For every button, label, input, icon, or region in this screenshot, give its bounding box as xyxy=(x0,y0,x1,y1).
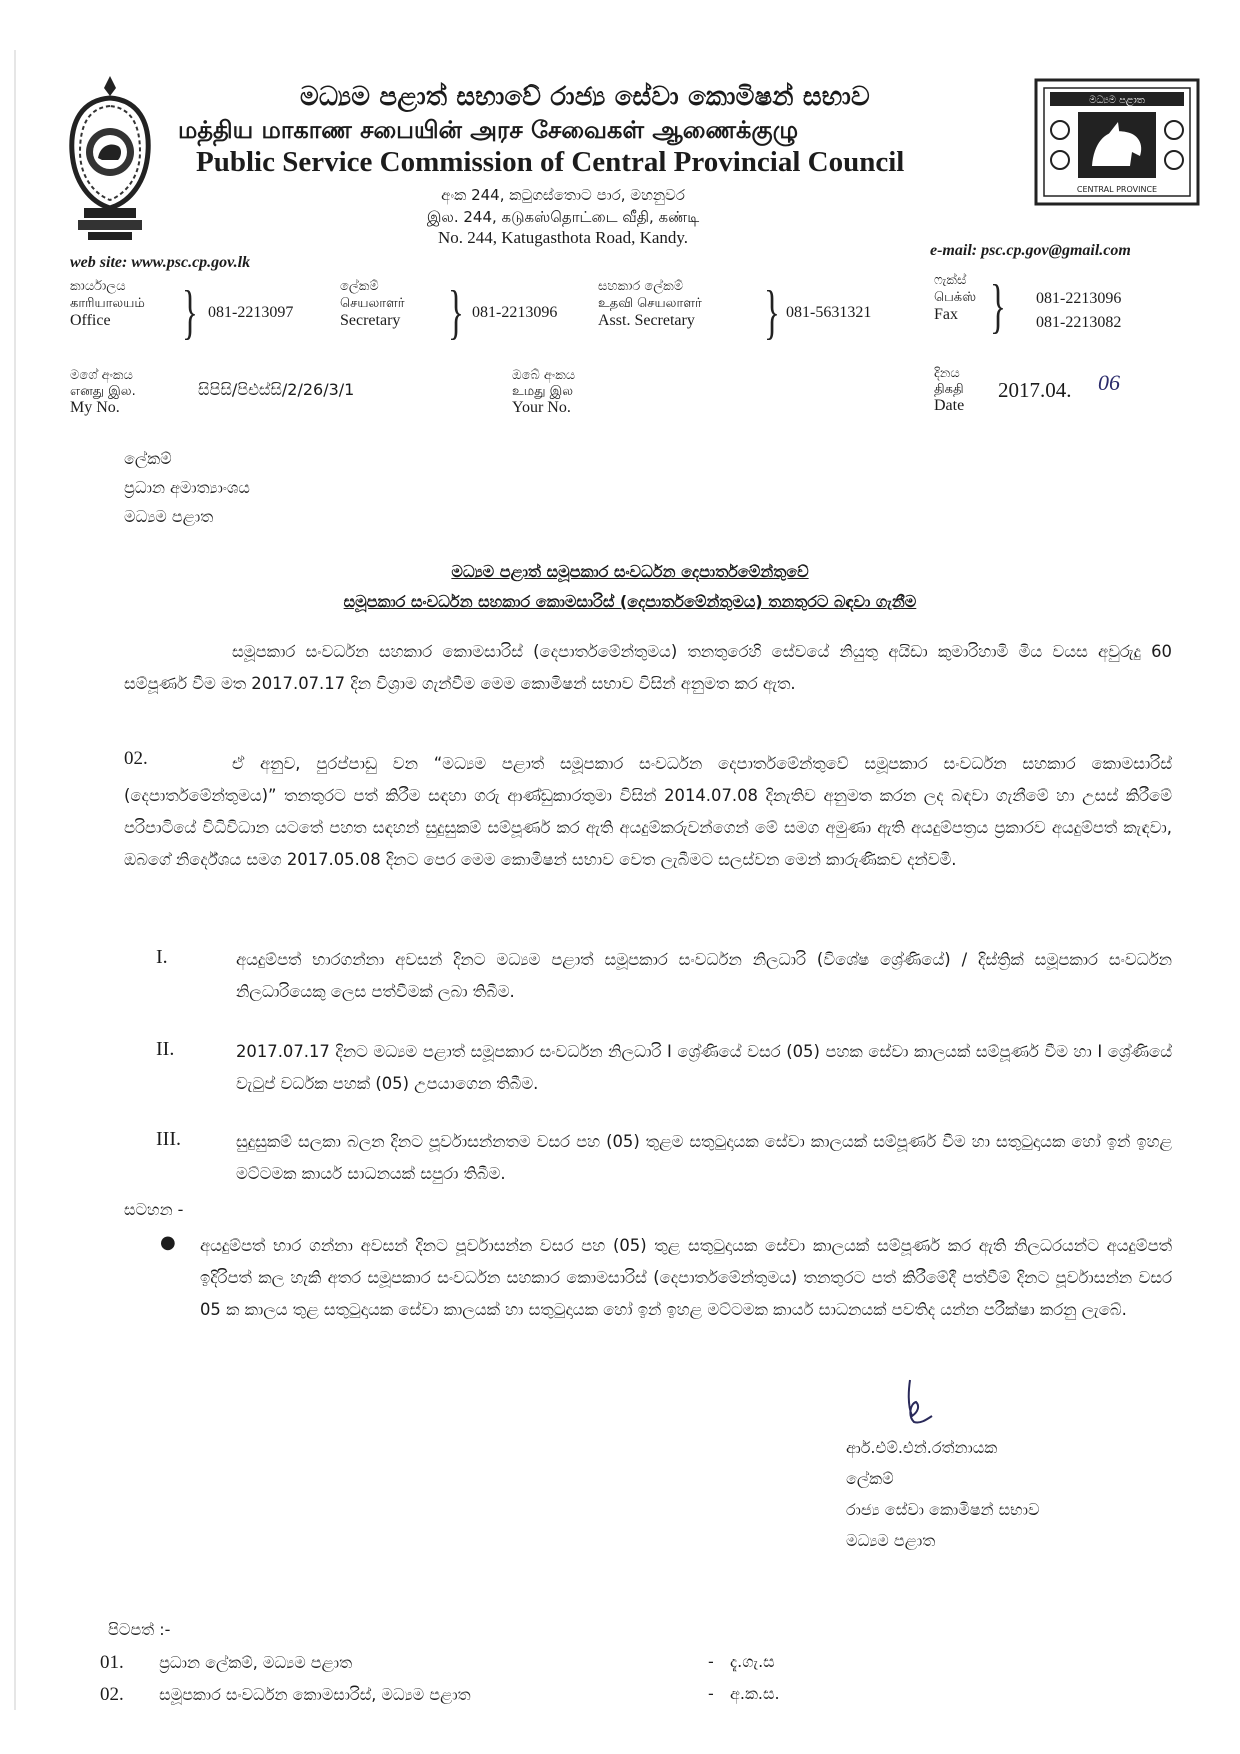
addressee-line: ප්‍රධාන අමාත්‍යාංශය xyxy=(124,478,250,497)
signatory-office: රාජ්‍ය සේවා කොමිෂන් සභාව xyxy=(846,1500,1040,1519)
copy-number: 02. xyxy=(100,1684,124,1705)
note-text: අයදුම්පත් භාර ගන්නා අවසන් දිනට පූර්වාසන්න වසර පහ (05) තුළ සතුටුදායක සේවා කාලයක් සම්පූර්ණ කර ඇති නිලධරයන්ට අයදුම්පත් ඉදිරිපත් කල හැකි අතර සමූපකාර සංවර්ධන සහකාර කොමසාරිස් (දෙපාර්තමේන්තුමය) තනතුරට පත් කිරීමේදී පත්වීම් දිනට පූර්වාසන්න වසර 05 ක කාලය තුළ සතුටුදායක සේවා කාලයක් හා සතුටුදායක හෝ ඉන් ඉහළ මට්ටමක කාර්ය සාධනයක් පවතිද යන්න පරීක්ෂා කරනු ලැබේ. xyxy=(200,1236,1172,1319)
brace: } xyxy=(764,279,780,345)
seal-text-bottom: CENTRAL PROVINCE xyxy=(1076,185,1158,194)
fax-number-1: 081-2213096 xyxy=(1036,290,1122,307)
requirement-item: සුදුසුකම් සලකා බලන දිනට පූර්වාසන්නතම වසර පහ (05) තුළම සතුටුදායක සේවා කාලයක් සම්පූර්ණ වීම හා සතුටුදායක හෝ ඉන් ඉහළ මට්ටමක කාර්ය සාධනයක් සපුරා තිබීම. xyxy=(236,1132,1172,1183)
copy-row xyxy=(100,1684,820,1706)
office-phone: 081-2213097 xyxy=(208,304,294,321)
subject-line-1: මධ්‍යම පළාත් සමූපකාර සංවර්ධන දෙපාර්තමේන්තුවේ xyxy=(451,562,809,581)
requirement-item: 2017.07.17 දිනට මධ්‍යම පළාත් සමූපකාර සංවර්ධන නිලධාරි I ශ්‍රේණියේ වසර (05) පහක සේවා කාලයක් සම්පූර්ණ වීම හා I ශ්‍රේණියේ වැටුප් වර්ධක පහක් (05) උපයාගෙන තිබීම. xyxy=(236,1042,1172,1093)
note-label: සටහන - xyxy=(124,1200,184,1219)
contact-asst-secretary-label: සහකාර ලේකම් உதவி செயலாளர் Asst. Secretary xyxy=(598,279,702,329)
org-name-sinhala: මධ්‍යම පළාත් සභාවේ රාජ්‍ය සේවා කොමිෂන් සභාව xyxy=(300,82,870,112)
brace: } xyxy=(182,279,198,345)
page-edge xyxy=(14,50,16,1710)
website-link[interactable]: web site: www.psc.cp.gov.lk xyxy=(70,254,251,271)
org-name-english: Public Service Commission of Central Provincial Council xyxy=(196,146,905,178)
contact-secretary-label: ලේකම් செயலாளர் Secretary xyxy=(340,279,405,329)
letter-date: 2017.04. xyxy=(998,378,1072,402)
copy-number: 01. xyxy=(100,1652,124,1673)
secretary-phone: 081-2213096 xyxy=(472,304,558,321)
copy-recipient: ප්‍රධාන ලේකම්, මධ්‍යම පළාත xyxy=(159,1653,353,1672)
signature-mark xyxy=(896,1376,936,1432)
paragraph-2: ඒ අනුව, පුරප්පාඩු වන “මධ්‍යම පළාත් සමූපකාර සංවර්ධන දෙපාර්තමේන්තුවේ සමූපකාර සංවර්ධන සහකාර කොමසාරිස් (දෙපාර්තමේන්තුමය)” තනතුරට පත් කිරීම සඳහා ගරු ආණ්ඩුකාරතුමා විසින් 2014.07.08 දිනැතිව අනුමත කරන ලද බඳවා ගැනීමේ හා උසස් කිරීමේ පරිපාටියේ විධිවිධාන යටතේ පහත සඳහන් සුදුසුකම් සම්පූර්ණ කර ඇති අයදුම්කරුවන්ගෙන් මේ සමග අමුණා ඇති අයදුම්පත්‍රය ප්‍රකාරව අයදුම්පත් කැඳවා, ඔබගේ නිර්දේශය සමග 2017.05.08 දිනට පෙර මෙම කොමිෂන් සභාව වෙත ලැබීමට සලස්වන මෙන් කාරුණිකව දන්වමි. xyxy=(124,754,1172,869)
my-no-label: මගේ අංකය எனது இல. My No. xyxy=(70,368,136,416)
addressee xyxy=(124,444,250,531)
copy-row xyxy=(100,1652,820,1674)
email-link[interactable]: e-mail: psc.cp.gov@gmail.com xyxy=(930,242,1131,259)
signatory-name: ආර්.එම්.එන්.රත්නායක xyxy=(846,1438,998,1457)
paragraph-2-number: 02. xyxy=(124,748,148,769)
copy-code: දැ.ගැ.ස xyxy=(730,1652,775,1671)
address-tamil: இல. 244, கடுகஸ்தொட்டை வீதி, கண்டி xyxy=(426,208,700,226)
requirement-numeral: II. xyxy=(156,1038,175,1060)
bullet-icon: ● xyxy=(160,1232,176,1253)
copy-code: අ.ක.ස. xyxy=(730,1684,780,1703)
sri-lanka-emblem-icon xyxy=(62,72,158,244)
fax-number-2: 081-2213082 xyxy=(1036,314,1122,331)
signature-block xyxy=(846,1432,1039,1556)
copies-label: පිටපත් :- xyxy=(108,1620,171,1639)
contact-office-label: කාර්යාලය காரியாலயம் Office xyxy=(70,279,145,329)
addressee-line: මධ්‍යම පළාත xyxy=(124,507,214,526)
address-sinhala: අංක 244, කටුගස්තොට පාර, මහනුවර xyxy=(441,186,685,204)
requirement-numeral: III. xyxy=(156,1128,181,1150)
seal-text-top: මධ්‍යම පළාත xyxy=(1089,95,1145,106)
signatory-province: මධ්‍යම පළාත xyxy=(846,1531,936,1550)
subject-line-2: සමූපකාර සංවර්ධන සහකාර කොමසාරිස් (දෙපාර්තමේන්තුමය) තනතුරට බඳවා ගැනීම xyxy=(343,592,917,611)
copy-recipient: සමූපකාර සංවර්ධන කොමසාරිස්, මධ්‍යම පළාත xyxy=(159,1685,471,1704)
brace: } xyxy=(990,273,1006,339)
date-label: දිනය திகதி Date xyxy=(934,366,965,414)
org-name-tamil: மத்திய மாகாண சபையின் அரச சேவைகள் ஆணைக்குழு xyxy=(178,116,799,144)
address-english: No. 244, Katugasthota Road, Kandy. xyxy=(437,228,689,247)
asst-secretary-phone: 081-5631321 xyxy=(786,304,872,321)
my-reference-number: සිපිසි/පිඑස්සි/2/26/3/1 xyxy=(198,380,355,399)
addressee-line: ලේකම් xyxy=(124,449,172,468)
brace: } xyxy=(448,279,464,345)
your-no-label: ඔබේ අංකය உமது இல Your No. xyxy=(512,368,576,416)
copy-dash: - xyxy=(708,1652,714,1671)
provincial-seal-icon xyxy=(1034,78,1200,206)
requirement-numeral: I. xyxy=(156,946,168,968)
requirement-item: අයදුම්පත් භාරගන්නා අවසන් දිනට මධ්‍යම පළාත් සමූපකාර සංවර්ධන නිලධාරි (විශේෂ ශ්‍රේණියේ) / දිස්ත්‍රික් සමූපකාර සංවර්ධන නිලධාරියෙකු ලෙස පත්වීමක් ලබා තිබීම. xyxy=(236,950,1172,1001)
paragraph-1: සමූපකාර සංවර්ධන සහකාර කොමසාරිස් (දෙපාර්තමේන්තුමය) තනතුරෙහි සේවයේ නියුතු අයිඩා කුමාරිහාමි මිය වයස අවුරුදු 60 සම්පූර්ණ වීම මත 2017.07.17 දින විශ්‍රාම ගැන්වීම මෙම කොමිෂන් සභාව විසින් අනුමත කර ඇත. xyxy=(124,642,1172,693)
handwritten-day: 06 xyxy=(1098,370,1120,395)
signatory-title: ලේකම් xyxy=(846,1469,894,1488)
contact-fax-label: ෆැක්ස් பெக்ஸ் Fax xyxy=(934,273,977,323)
copy-dash: - xyxy=(708,1684,714,1703)
